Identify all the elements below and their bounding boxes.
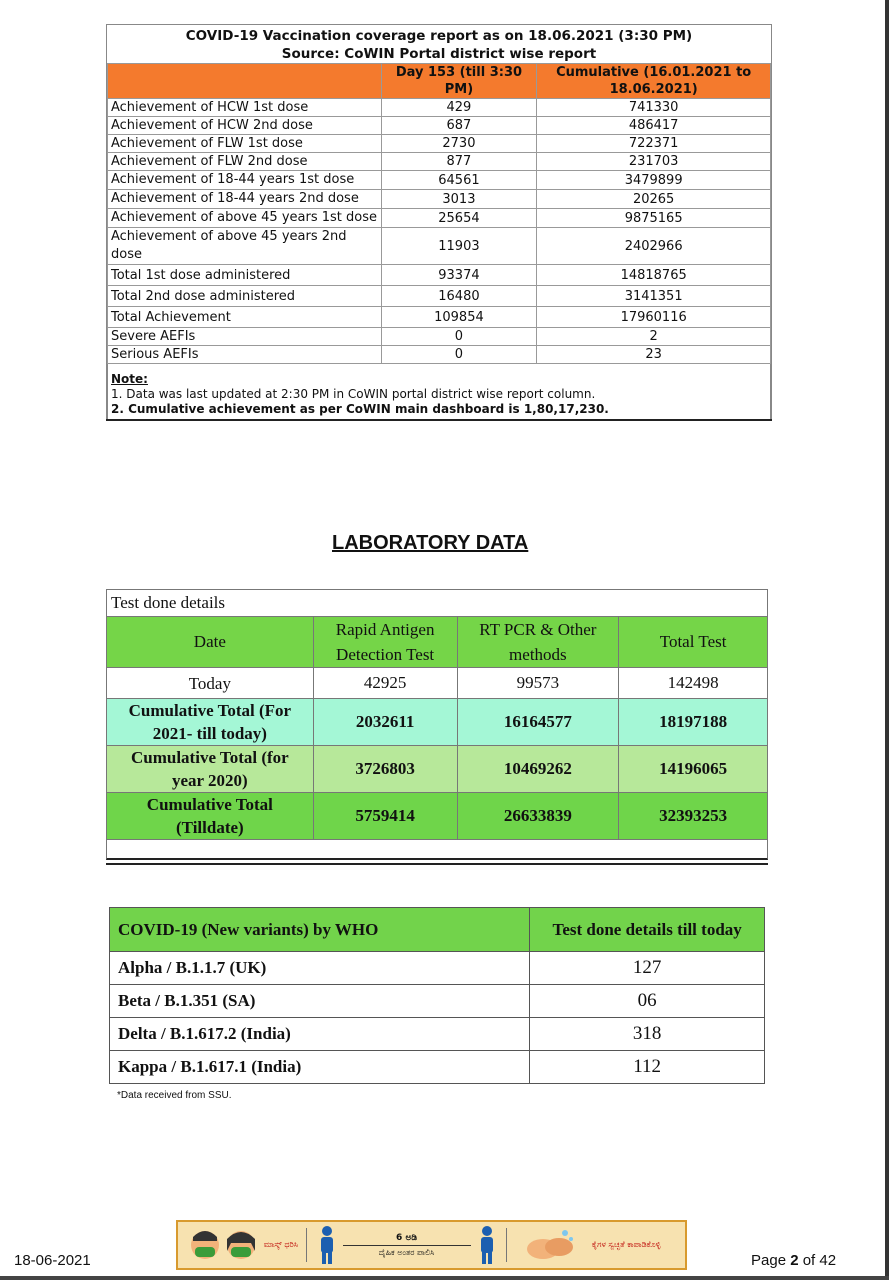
- lab-cell-total: 142498: [619, 668, 768, 699]
- header-empty: [108, 64, 382, 99]
- vaccination-cell-label: Serious AEFIs: [108, 346, 382, 364]
- lab-title: LABORATORY DATA: [332, 532, 529, 554]
- lab-header-rat: Rapid Antigen Detection Test: [313, 617, 457, 668]
- person-icon-2: [477, 1225, 497, 1265]
- vaccination-cell-label: Achievement of 18-44 years 1st dose: [108, 171, 382, 190]
- vaccination-row: [108, 307, 771, 328]
- vaccination-cell-cum: 9875165: [537, 209, 771, 228]
- mask-segment: [178, 1222, 306, 1268]
- vaccination-cell-day: 687: [381, 117, 537, 135]
- variant-row: [110, 985, 765, 1018]
- scan-edge-right: [885, 0, 889, 1280]
- vaccination-header-row: [108, 64, 771, 99]
- vaccination-cell-day: 877: [381, 153, 537, 171]
- lab-cell-total: 18197188: [619, 699, 768, 746]
- vaccination-cell-cum: 17960116: [537, 307, 771, 328]
- vaccination-cell-label: Severe AEFIs: [108, 328, 382, 346]
- lab-cell-rat: 3726803: [313, 746, 457, 793]
- variant-name: Kappa / B.1.617.1 (India): [110, 1051, 530, 1084]
- page-prefix: Page: [751, 1252, 791, 1269]
- title-line-2: Source: CoWIN Portal district wise report: [281, 46, 597, 62]
- vaccination-cell-label: Achievement of 18-44 years 2nd dose: [108, 190, 382, 209]
- vaccination-row: [108, 190, 771, 209]
- vaccination-cell-day: 11903: [381, 228, 537, 265]
- vaccination-cell-label: Total Achievement: [108, 307, 382, 328]
- lab-cell-total: 14196065: [619, 746, 768, 793]
- vaccination-cell-label: Achievement of above 45 years 1st dose: [108, 209, 382, 228]
- variant-count: 06: [530, 985, 765, 1018]
- variant-name: Alpha / B.1.1.7 (UK): [110, 952, 530, 985]
- hand-text: ಕೈಗಳ ಸ್ವಚ್ಛತೆ ಕಾಪಾಡಿಕೊಳ್ಳಿ: [591, 1240, 661, 1249]
- distance-segment: [307, 1222, 507, 1268]
- lab-header-rtpcr: RT PCR & Other methods: [457, 617, 619, 668]
- vaccination-cell-day: 25654: [381, 209, 537, 228]
- vaccination-cell-day: 3013: [381, 190, 537, 209]
- vaccination-row: [108, 135, 771, 153]
- page-suffix: of 42: [798, 1252, 837, 1269]
- vaccination-cell-label: Achievement of FLW 2nd dose: [108, 153, 382, 171]
- variants-header-row: [110, 908, 765, 952]
- vaccination-cell-label: Total 1st dose administered: [108, 265, 382, 286]
- vaccination-cell-cum: 23: [537, 346, 771, 364]
- footer-date: 18-06-2021: [14, 1252, 91, 1269]
- vaccination-row: [108, 286, 771, 307]
- vaccination-report: [106, 24, 772, 421]
- vaccination-cell-day: 2730: [381, 135, 537, 153]
- variant-name: Delta / B.1.617.2 (India): [110, 1018, 530, 1051]
- variant-row: [110, 1051, 765, 1084]
- lab-header-row: [107, 617, 768, 668]
- lab-row: [107, 668, 768, 699]
- page-current: 2: [790, 1252, 799, 1269]
- hand-wash-icon: [521, 1225, 581, 1265]
- vaccination-cell-cum: 3141351: [537, 286, 771, 307]
- lab-cell-date: Cumulative Total (for year 2020): [107, 746, 314, 793]
- lab-header-date: Date: [107, 617, 314, 668]
- vaccination-cell-day: 16480: [381, 286, 537, 307]
- vaccination-row: [108, 265, 771, 286]
- vaccination-title: [107, 25, 771, 63]
- distance-top-text: 6 ಅಡಿ: [396, 1232, 418, 1243]
- header-day: Day 153 (till 3:30 PM): [381, 64, 537, 99]
- lab-cell-date: Cumulative Total (Tilldate): [107, 793, 314, 840]
- lab-bottom-space: [106, 840, 768, 860]
- lab-bottom-rule: [106, 860, 768, 865]
- lab-cell-date: Cumulative Total (For 2021- till today): [107, 699, 314, 746]
- variant-count: 318: [530, 1018, 765, 1051]
- vaccination-row: [108, 117, 771, 135]
- page-number: [751, 1252, 836, 1269]
- lab-cell-rtpcr: 16164577: [457, 699, 619, 746]
- vaccination-cell-cum: 486417: [537, 117, 771, 135]
- lab-cell-rat: 5759414: [313, 793, 457, 840]
- lab-row: [107, 793, 768, 840]
- vaccination-cell-cum: 741330: [537, 99, 771, 117]
- vaccination-cell-cum: 14818765: [537, 265, 771, 286]
- lab-row: [107, 746, 768, 793]
- vaccination-cell-day: 0: [381, 328, 537, 346]
- variants-header-name: COVID-19 (New variants) by WHO: [110, 908, 530, 952]
- person-icon: [317, 1225, 337, 1265]
- lab-caption: Test done details: [106, 589, 768, 616]
- vaccination-cell-day: 109854: [381, 307, 537, 328]
- vaccination-cell-label: Achievement of HCW 1st dose: [108, 99, 382, 117]
- vaccination-row: [108, 99, 771, 117]
- vaccination-cell-cum: 231703: [537, 153, 771, 171]
- variant-name: Beta / B.1.351 (SA): [110, 985, 530, 1018]
- variants-footnote: *Data received from SSU.: [117, 1090, 232, 1101]
- lab-table: [106, 616, 768, 840]
- lab-cell-rat: 2032611: [313, 699, 457, 746]
- lab-cell-rtpcr: 26633839: [457, 793, 619, 840]
- lab-cell-rtpcr: 10469262: [457, 746, 619, 793]
- vaccination-cell-day: 429: [381, 99, 537, 117]
- note-block: [107, 364, 771, 419]
- note-2: 2. Cumulative achievement as per CoWIN main dashboard is 1,80,17,230.: [111, 402, 609, 416]
- vaccination-table: [107, 63, 771, 364]
- masked-faces-icon: [185, 1225, 263, 1265]
- vaccination-cell-day: 93374: [381, 265, 537, 286]
- divider: [106, 419, 772, 421]
- vaccination-cell-cum: 3479899: [537, 171, 771, 190]
- variants-section: [109, 907, 765, 1084]
- lab-header-total: Total Test: [619, 617, 768, 668]
- vaccination-cell-cum: 20265: [537, 190, 771, 209]
- lab-row: [107, 699, 768, 746]
- variants-header-count: Test done details till today: [530, 908, 765, 952]
- note-1: 1. Data was last updated at 2:30 PM in CoWIN portal district wise report column.: [111, 387, 596, 401]
- variant-count: 112: [530, 1051, 765, 1084]
- vaccination-cell-cum: 2402966: [537, 228, 771, 265]
- lab-cell-rat: 42925: [313, 668, 457, 699]
- vaccination-row: [108, 153, 771, 171]
- scan-edge-bottom: [0, 1276, 889, 1280]
- vaccination-row: [108, 209, 771, 228]
- vaccination-row: [108, 228, 771, 265]
- lab-section: [106, 589, 768, 865]
- variants-table: [109, 907, 765, 1084]
- lab-cell-total: 32393253: [619, 793, 768, 840]
- note-label: Note:: [111, 372, 148, 386]
- vaccination-cell-day: 64561: [381, 171, 537, 190]
- variant-row: [110, 952, 765, 985]
- vaccination-cell-label: Achievement of HCW 2nd dose: [108, 117, 382, 135]
- vaccination-row: [108, 328, 771, 346]
- arrow-icon: [343, 1245, 471, 1246]
- safety-banner: [176, 1220, 687, 1270]
- hand-segment: [507, 1222, 685, 1268]
- lab-cell-date: Today: [107, 668, 314, 699]
- title-line-1: COVID-19 Vaccination coverage report as on 18.06.2021 (3:30 PM): [185, 28, 693, 44]
- vaccination-cell-label: Total 2nd dose administered: [108, 286, 382, 307]
- distance-bottom-text: ದೈಹಿಕ ಅಂತರ ಪಾಲಿಸಿ: [378, 1247, 435, 1257]
- mask-text: ಮಾಸ್ಕ್ ಧರಿಸಿ: [263, 1240, 298, 1249]
- vaccination-cell-day: 0: [381, 346, 537, 364]
- vaccination-row: [108, 346, 771, 364]
- variant-row: [110, 1018, 765, 1051]
- variant-count: 127: [530, 952, 765, 985]
- vaccination-cell-cum: 2: [537, 328, 771, 346]
- lab-cell-rtpcr: 99573: [457, 668, 619, 699]
- vaccination-cell-label: Achievement of above 45 years 2nd dose: [108, 228, 382, 265]
- vaccination-cell-label: Achievement of FLW 1st dose: [108, 135, 382, 153]
- vaccination-cell-cum: 722371: [537, 135, 771, 153]
- header-cumulative: Cumulative (16.01.2021 to 18.06.2021): [537, 64, 771, 99]
- vaccination-row: [108, 171, 771, 190]
